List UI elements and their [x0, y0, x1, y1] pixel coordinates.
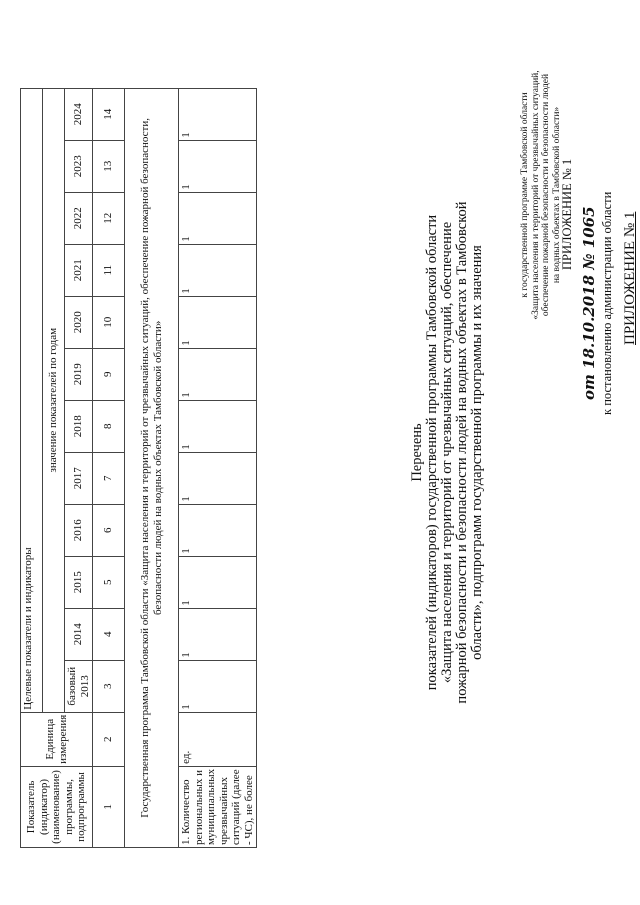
- section-title: Государственная программа Тамбовской области «Защита населения и территорий от чрезвычайных ситуаций, обеспечение пожарной безопасности, безопасности людей на водных объектах Тамбовской области»: [125, 88, 179, 847]
- header-year: 2020: [65, 296, 93, 348]
- column-number: 11: [93, 244, 125, 296]
- column-number: 9: [93, 348, 125, 400]
- table-row: [179, 88, 257, 847]
- header-year: 2022: [65, 192, 93, 244]
- column-number: 1: [93, 766, 125, 847]
- row-value: 1: [179, 660, 257, 712]
- document-title: [410, 200, 485, 705]
- column-number: 7: [93, 452, 125, 504]
- appendix-label: ПРИЛОЖЕНИЕ № 1: [622, 211, 638, 345]
- column-number: 10: [93, 296, 125, 348]
- row-value: 1: [179, 504, 257, 556]
- header-year: 2015: [65, 556, 93, 608]
- header-indicator: Показатель (индикатор) (наименование) программы, подпрограммы: [21, 766, 93, 847]
- sub-appendix-text: [520, 45, 562, 345]
- row-value: 1: [179, 348, 257, 400]
- row-value: 1: [179, 556, 257, 608]
- sub-line: к государственной программе Тамбовской области: [520, 92, 530, 298]
- column-number: 8: [93, 400, 125, 452]
- handwritten-date: от 18.10.2018 № 1065: [580, 206, 598, 400]
- row-value: 1: [179, 88, 257, 140]
- header-year: 2019: [65, 348, 93, 400]
- header-year: 2018: [65, 400, 93, 452]
- header-group: Целевые показатели и индикаторы: [21, 88, 43, 712]
- row-value: 1: [179, 452, 257, 504]
- column-number: 4: [93, 608, 125, 660]
- header-year: базовый 2013: [65, 660, 93, 712]
- header-unit: Единица измерения: [21, 712, 93, 766]
- sub-line: на водных объектах в Тамбовской области»: [551, 106, 562, 284]
- title-heading: Перечень: [409, 423, 425, 482]
- header-subgroup: значение показателей по годам: [43, 88, 65, 712]
- row-value: 1: [179, 296, 257, 348]
- indicators-table: [20, 88, 257, 848]
- column-number: 2: [93, 712, 125, 766]
- title-body: показателей (индикаторов) государственной программы Тамбовской области «Защита населения и территорий от чрезвычайных ситуаций, обеспечение пожарной безопасности и безопасности людей на водных объектах в Тамбовской области», подпрограмм государственной программы и их значения: [424, 201, 485, 704]
- header-year: 2023: [65, 140, 93, 192]
- sub-line: обеспечение пожарной безопасности и безопасности людей: [541, 73, 552, 317]
- header-year: 2014: [65, 608, 93, 660]
- header-year: 2021: [65, 244, 93, 296]
- column-number: 6: [93, 504, 125, 556]
- header-year: 2024: [65, 88, 93, 140]
- row-value: 1: [179, 400, 257, 452]
- column-number: 3: [93, 660, 125, 712]
- decree-line: к постановлению администрации области: [600, 191, 614, 415]
- row-value: 1: [179, 244, 257, 296]
- column-number: 13: [93, 140, 125, 192]
- row-indicator: 1. Количество региональных и муниципальных чрезвычайных ситуаций (далее - ЧС), не более: [179, 766, 257, 847]
- sub-appendix-label: ПРИЛОЖЕНИЕ № 1: [560, 158, 574, 270]
- sub-line: «Защита населения и территорий от чрезвычайных ситуаций,: [530, 70, 541, 320]
- header-year: 2017: [65, 452, 93, 504]
- column-number: 12: [93, 192, 125, 244]
- column-number: 5: [93, 556, 125, 608]
- column-number: 14: [93, 88, 125, 140]
- row-unit: ед.: [179, 712, 257, 766]
- row-value: 1: [179, 140, 257, 192]
- row-value: 1: [179, 192, 257, 244]
- row-value: 1: [179, 608, 257, 660]
- header-year: 2016: [65, 504, 93, 556]
